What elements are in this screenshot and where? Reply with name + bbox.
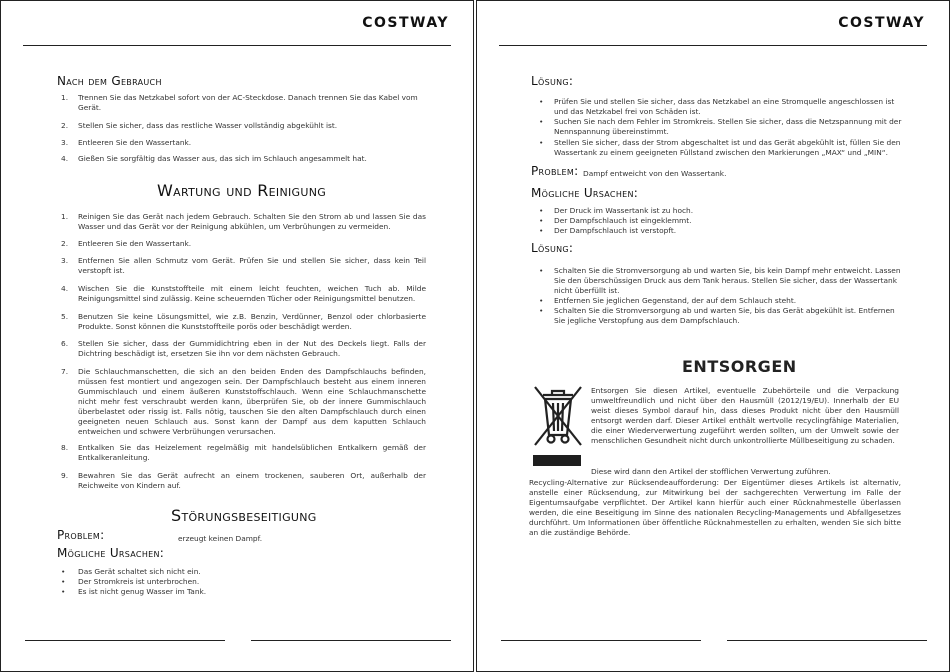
item-number: 4. [61, 154, 69, 163]
item-number: 1. [61, 93, 69, 102]
item-number: 3. [61, 256, 69, 265]
list-item: Stellen Sie sicher, dass der Strom abgeschaltet ist und das Gerät abgekühlt ist, füllen Sie den Wassertank zu einem geeigneten Füllstand zwischen den Markierungen „MAX“ und „MIN“. [554, 138, 901, 157]
bullet: • [539, 226, 544, 235]
problem-text: Dampf entweicht von den Wassertank. [583, 169, 727, 178]
section-heading: Wartung und Reinigung [157, 181, 327, 200]
problem-text: erzeugt keinen Dampf. [178, 534, 263, 543]
list-item: Bewahren Sie das Gerät aufrecht an einem trockenen, sauberen Ort, außerhalb der Reichweite von Kindern auf. [78, 471, 426, 490]
brand-logo: COSTWAY [838, 15, 925, 31]
list-item: Gießen Sie sorgfältig das Wasser aus, das sich im Schlauch angesammelt hat. [78, 154, 367, 163]
list-item: Stellen Sie sicher, dass das restliche Wasser vollständig abgekühlt ist. [78, 121, 338, 130]
bullet: • [61, 567, 66, 576]
list-item: Suchen Sie nach dem Fehler im Stromkreis. Stellen Sie sicher, dass die Netzspannung mit der Nennspannung übereinstimmt. [554, 117, 902, 136]
item-number: 4. [61, 284, 69, 293]
footer-rule [25, 640, 225, 641]
section-heading: ENTSORGEN [682, 357, 797, 376]
bullet: • [539, 97, 544, 106]
list-item: Benutzen Sie keine Lösungsmittel, wie z.B. Benzin, Verdünner, Benzol oder chlorbasierte Produkte. Sonst können die Kunststoffteile porös oder beschädigt werden. [78, 312, 426, 331]
list-item: Trennen Sie das Netzkabel sofort von der AC-Steckdose. Danach trennen Sie das Kabel vom Gerät. [78, 93, 418, 112]
header-rule [23, 45, 451, 46]
list-item: Entkalken Sie das Heizelement regelmäßig mit handelsüblichen Entkalkern gemäß der Entkalkeranleitung. [78, 443, 426, 462]
item-number: 7. [61, 367, 69, 376]
disposal-paragraph: Recycling-Alternative zur Rücksendeaufforderung: Der Eigentümer dieses Artikels ist alternativ, anstelle einer Rücksendung, zur Mitwirkung bei der sachgerechten Verwertung im Falle der Eigentumsaufgabe verpflichtet. Der Artikel kann hierfür auch einer Rücknahmestelle überlassen werden, die eine Beseitigung im Sinne des nationalen Recycling-Managements und Abfallgesetzes durchführt. Um Informationen über öffentliche Rücknahmestellen zu erhalten, wenden Sie sich bitte an die zuständige Behörde. [529, 478, 901, 537]
footer-rule [251, 640, 451, 641]
bullet: • [61, 587, 66, 596]
causes-label: Mögliche Ursachen: [57, 546, 165, 560]
list-item: Stellen Sie sicher, dass der Gummidichtring eben in der Nut des Deckels liegt. Falls der Dichtring beschädigt ist, ersetzen Sie ihn vor dem nächsten Gebrauch. [78, 339, 426, 358]
item-number: 5. [61, 312, 69, 321]
solution-label: Lösung: [531, 241, 574, 255]
bullet: • [539, 306, 544, 315]
causes-label: Mögliche Ursachen: [531, 186, 639, 200]
list-item: Der Dampfschlauch ist eingeklemmt. [554, 216, 692, 225]
bullet: • [539, 266, 544, 275]
black-bar [533, 455, 581, 466]
list-item: Entfernen Sie jeglichen Gegenstand, der auf dem Schlauch steht. [554, 296, 797, 305]
bullet: • [539, 206, 544, 215]
solution-label: Lösung: [531, 74, 574, 88]
weee-bin-icon [529, 381, 587, 449]
brand-logo: COSTWAY [362, 15, 449, 31]
problem-label: Problem: [531, 164, 579, 178]
header-rule [499, 45, 927, 46]
disposal-paragraph: Entsorgen Sie diesen Artikel, eventuelle Zubehörteile und die Verpackung umweltfreundlich und nicht über den Hausmüll (2012/19/EU). Innerhalb der EU weist dieses Symbol darauf hin, dass dieses Produkt nicht über den Hausmüll entsorgt werden darf. Dieser Artikel enthält wertvolle recyclingfähige Materialien, die einer Wiederverwertung zugeführt werden sollten, um der Umwelt sowie der menschlichen Gesundheit nicht durch unkontrollierte Müllbeseitigung zu schaden. [591, 386, 899, 445]
list-item: Der Druck im Wassertank ist zu hoch. [554, 206, 694, 215]
list-item: Entleeren Sie den Wassertank. [78, 239, 192, 248]
item-number: 1. [61, 212, 69, 221]
list-item: Das Gerät schaltet sich nicht ein. [78, 567, 201, 576]
bullet: • [539, 296, 544, 305]
item-number: 3. [61, 138, 69, 147]
list-item: Schalten Sie die Stromversorgung ab und warten Sie, bis das Gerät abgekühlt ist. Entfernen Sie jegliche Verstopfung aus dem Dampfschlauch. [554, 306, 895, 325]
item-number: 2. [61, 121, 69, 130]
list-item: Es ist nicht genug Wasser im Tank. [78, 587, 207, 596]
bullet: • [539, 117, 544, 126]
bullet: • [539, 138, 544, 147]
footer-rule [501, 640, 701, 641]
right-page [476, 0, 950, 672]
left-page [0, 0, 474, 672]
bullet: • [539, 216, 544, 225]
list-item: Reinigen Sie das Gerät nach jedem Gebrauch. Schalten Sie den Strom ab und lassen Sie das Wasser und das Gerät vor der Reinigung abkühlen, um Verbrühungen zu vermeiden. [78, 212, 426, 231]
bullet: • [61, 577, 66, 586]
section-heading: Nach dem Gebrauch [57, 74, 162, 88]
list-item: Der Dampfschlauch ist verstopft. [554, 226, 677, 235]
item-number: 2. [61, 239, 69, 248]
disposal-paragraph: Diese wird dann den Artikel der stofflichen Verwertung zuführen. [591, 467, 831, 476]
footer-rule [727, 640, 927, 641]
list-item: Entfernen Sie allen Schmutz vom Gerät. Prüfen Sie und stellen Sie sicher, dass kein Teil verstopft ist. [78, 256, 426, 275]
list-item: Schalten Sie die Stromversorgung ab und warten Sie, bis kein Dampf mehr entweicht. Lassen Sie den überschüssigen Druck aus dem Tank heraus. Stellen Sie sicher, dass der Wassertank nicht überfüllt ist. [554, 266, 901, 295]
section-heading: Störungsbeseitigung [171, 506, 317, 525]
item-number: 9. [61, 471, 69, 480]
item-number: 6. [61, 339, 69, 348]
list-item: Entleeren Sie den Wassertank. [78, 138, 192, 147]
list-item: Der Stromkreis ist unterbrochen. [78, 577, 200, 586]
item-number: 8. [61, 443, 69, 452]
problem-label: Problem: [57, 528, 105, 542]
list-item: Wischen Sie die Kunststoffteile mit einem leicht feuchten, weichen Tuch ab. Milde Reinigungsmittel sind zulässig. Keine scheuernden Tücher oder Reinigungsmittel benutzen. [78, 284, 426, 303]
list-item: Prüfen Sie und stellen Sie sicher, dass das Netzkabel an eine Stromquelle angeschlossen ist und das Netzkabel frei von Schäden ist. [554, 97, 895, 116]
list-item: Die Schlauchmanschetten, die sich an den beiden Enden des Dampfschlauchs befinden, müssen fest montiert und angezogen sein. Der Dampfschlauch besteht aus einem inneren Gummischlauch und einem äußeren Kunststoffschlauch. Wenn eine Schlauchmanschette nicht mehr fest verschraubt werden kann, überprüfen Sie, ob der innere Gummischlauch überbelastet oder rissig ist. Falls nötig, tauschen Sie den alten Dampfschlauch durch einen geeigneten neuen Schlauch aus. Sonst kann der Dampf aus dem kaputten Schlauch entweichen und schwere Verbrühungen verursachen. [78, 367, 426, 436]
